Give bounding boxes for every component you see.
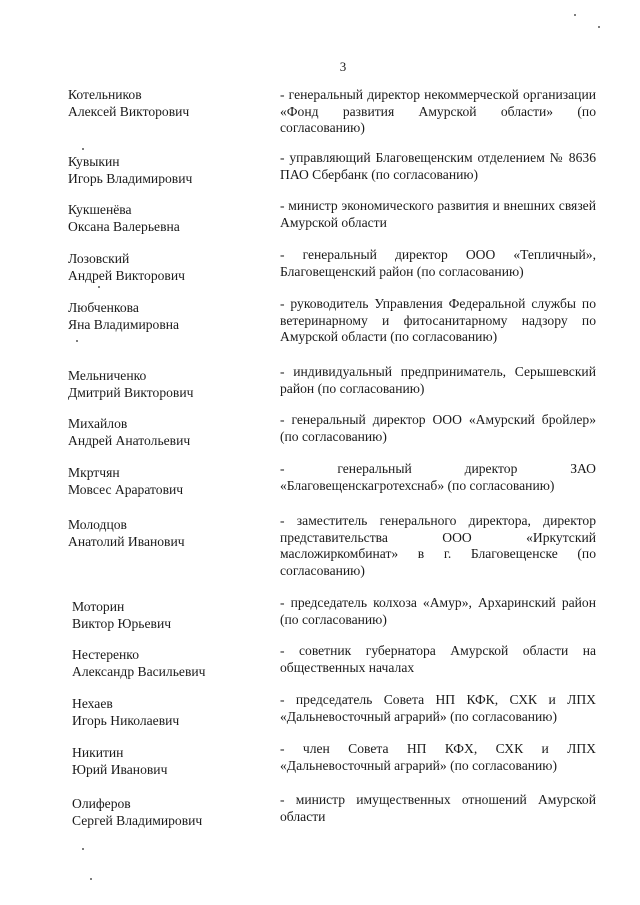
member-surname: Никитин [72, 745, 124, 760]
member-given-name: Андрей Анатольевич [68, 432, 191, 448]
scan-speck [598, 26, 600, 28]
member-role: - министр имущественных отношений Амурской области [280, 792, 596, 824]
member-name [68, 154, 268, 187]
member-surname: Михайлов [68, 416, 128, 431]
member-given-name: Алексей Викторович [68, 103, 190, 119]
member-given-name: Яна Владимировна [68, 316, 180, 332]
member-role: - индивидуальный предприниматель, Серышевский район (по согласованию) [280, 364, 596, 396]
member-role: - советник губернатора Амурской области на общественных началах [280, 643, 596, 675]
member-surname: Моторин [72, 599, 125, 614]
member-given-name: Виктор Юрьевич [72, 615, 172, 631]
scan-speck [76, 340, 78, 342]
member-given-name: Дмитрий Викторович [68, 384, 194, 400]
member-surname: Лозовский [68, 251, 130, 266]
member-name [68, 202, 268, 235]
member-name [68, 87, 268, 120]
member-role: - председатель колхоза «Амур», Архаринский район (по согласованию) [280, 595, 596, 627]
member-role: - заместитель генерального директора, директор представительства ООО «Иркутский масложиркомбинат» в г. Благовещенске (по согласованию) [280, 513, 596, 578]
member-name [68, 416, 268, 449]
scan-speck [574, 14, 576, 16]
member-surname: Олиферов [72, 796, 131, 811]
member-name [68, 300, 268, 333]
member-role: - министр экономического развития и внешних связей Амурской области [280, 198, 596, 230]
member-given-name: Сергей Владимирович [72, 812, 203, 828]
member-name [72, 745, 272, 778]
member-surname: Любченкова [68, 300, 139, 315]
member-surname: Молодцов [68, 517, 127, 532]
scan-speck [82, 148, 84, 150]
member-role: - генеральный директор ООО «Тепличный», Благовещенский район (по согласованию) [280, 247, 596, 279]
member-role: - управляющий Благовещенским отделением № 8636 ПАО Сбербанк (по согласованию) [280, 150, 596, 182]
member-surname: Нестеренко [72, 647, 140, 662]
page-number: 3 [339, 59, 347, 74]
member-role: - член Совета НП КФХ, СХК и ЛПХ «Дальневосточный аграрий» (по согласованию) [280, 741, 596, 773]
member-surname: Нехаев [72, 696, 113, 711]
member-name [68, 465, 268, 498]
member-given-name: Игорь Николаевич [72, 712, 180, 728]
member-surname: Мкртчян [68, 465, 120, 480]
member-given-name: Игорь Владимирович [68, 170, 193, 186]
scan-speck [98, 286, 100, 288]
member-given-name: Оксана Валерьевна [68, 218, 180, 234]
member-surname: Кукшенёва [68, 202, 132, 217]
member-role: - генеральный директор некоммерческой организации «Фонд развития Амурской области» (по согласованию) [280, 87, 596, 136]
scan-speck [90, 878, 92, 880]
member-surname: Котельников [68, 87, 142, 102]
member-surname: Мельниченко [68, 368, 147, 383]
member-name [72, 647, 272, 680]
member-name [68, 517, 268, 550]
member-surname: Кувыкин [68, 154, 120, 169]
member-role: - руководитель Управления Федеральной службы по ветеринарному и фитосанитарному надзору по Амурской области (по согласованию) [280, 296, 596, 345]
member-role: - генеральный директор ООО «Амурский бройлер» (по согласованию) [280, 412, 596, 444]
member-role: - председатель Совета НП КФК, СХК и ЛПХ «Дальневосточный аграрий» (по согласованию) [280, 692, 596, 724]
scan-speck [82, 848, 84, 850]
member-role: - генеральный директор ЗАО «Благовещенскагротехснаб» (по согласованию) [280, 461, 596, 493]
member-name [72, 599, 272, 632]
member-given-name: Александр Васильевич [72, 663, 206, 679]
member-name [68, 251, 268, 284]
member-given-name: Мовсес Араратович [68, 481, 184, 497]
member-name [72, 796, 272, 829]
member-given-name: Юрий Иванович [72, 761, 168, 777]
member-given-name: Анатолий Иванович [68, 533, 185, 549]
member-name [68, 368, 268, 401]
member-name [72, 696, 272, 729]
member-given-name: Андрей Викторович [68, 267, 185, 283]
